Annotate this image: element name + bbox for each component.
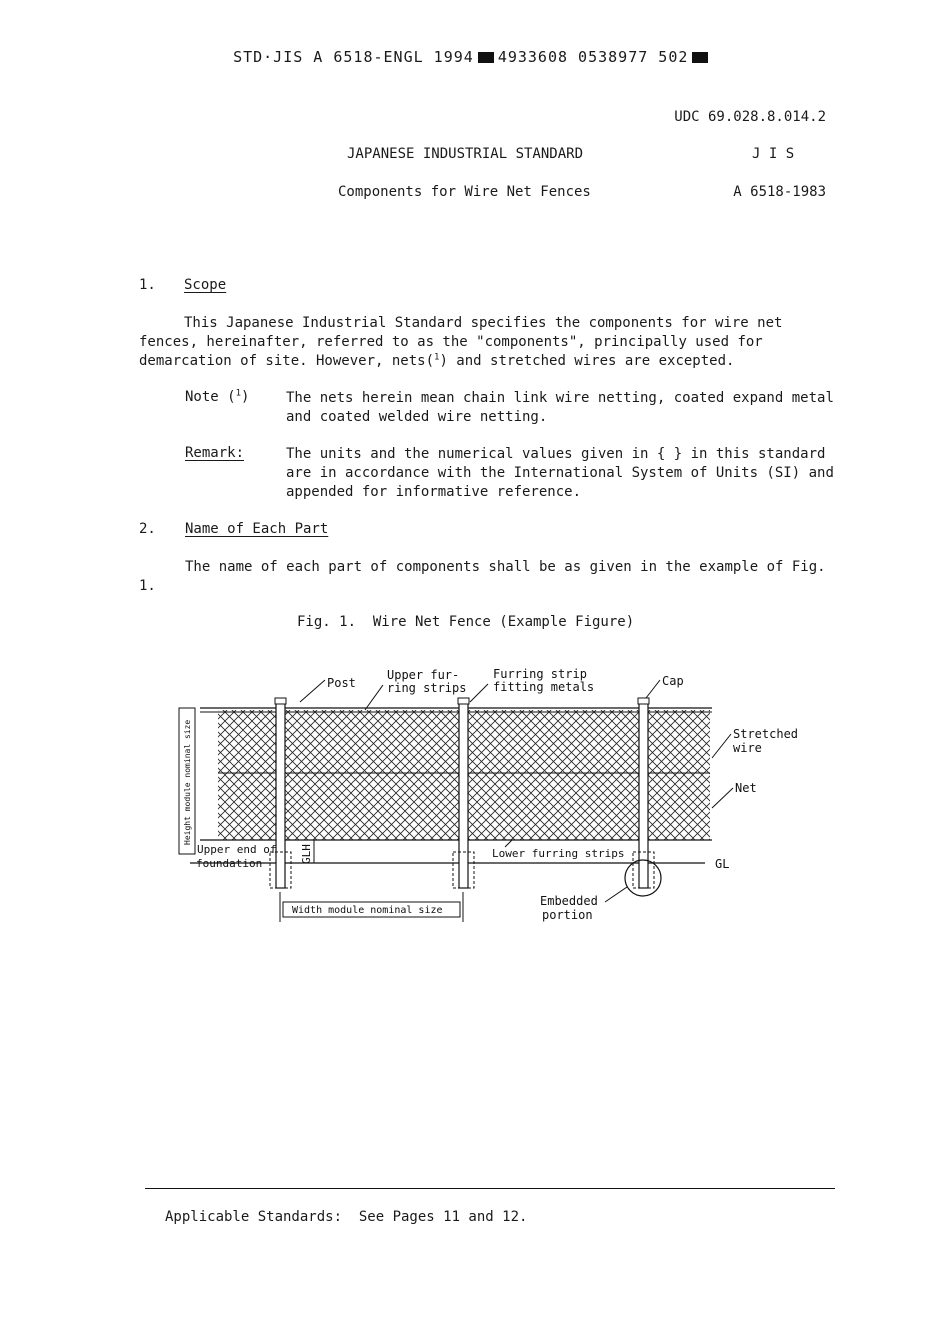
- upper-furring-label-1: Upper fur-: [387, 668, 460, 682]
- height-module-bracket: [179, 708, 195, 854]
- furring-fitting-label-1: Furring strip: [493, 667, 587, 681]
- wire-net-fence-figure: [0, 640, 950, 940]
- embedded-label-1: Embedded: [540, 894, 598, 908]
- section2-number: 2.: [139, 521, 156, 537]
- black-block-icon: [692, 52, 708, 63]
- upper-end-label-1: Upper end of: [197, 843, 277, 856]
- cap-label: Cap: [662, 674, 684, 688]
- document-title: Components for Wire Net Fences: [338, 184, 591, 200]
- width-module-bracket: [280, 892, 463, 922]
- net-label: Net: [735, 781, 757, 795]
- glh-label: GLH: [300, 844, 313, 864]
- black-block-icon: [478, 52, 494, 63]
- jis-mark: J I S: [752, 146, 795, 162]
- std-code-right: 4933608 0538977 502: [497, 48, 689, 66]
- stretched-wire-label-2: wire: [733, 741, 762, 755]
- remark-text: The units and the numerical values given in { } in this standard are in accordance with the International System of Units (SI) and appended for informative reference.: [286, 446, 834, 500]
- udc-number: UDC 69.028.8.014.2: [674, 109, 826, 125]
- upper-end-label-2: foundation: [196, 857, 263, 870]
- embedded-label-2: portion: [542, 908, 593, 922]
- width-module-label: Width module nominal size: [292, 905, 443, 916]
- section2-paragraph: The name of each part of components shall be as given in the example of Fig. 1.: [139, 559, 826, 594]
- furring-fitting-label-2: fitting metals: [493, 680, 595, 694]
- gl-label: GL: [715, 857, 730, 871]
- upper-furring-label-2: ring strips: [387, 681, 467, 695]
- document-number: A 6518-1983: [733, 184, 826, 200]
- remark-label: Remark:: [185, 445, 245, 461]
- section2-heading: Name of Each Part: [185, 521, 329, 537]
- section1-number: 1.: [139, 277, 156, 293]
- section1-paragraph: This Japanese Industrial Standard specifies the components for wire net fences, hereinafter, referred to as the "components", principally used for demarcation of site. However, nets($^1$) and stretched wires are excepted.: [139, 315, 783, 369]
- section1-heading: Scope: [184, 277, 227, 293]
- stretched-wire-label-1: Stretched: [733, 727, 799, 741]
- applicable-standards: Applicable Standards: See Pages 11 and 12.: [165, 1209, 528, 1225]
- lower-furring-label: Lower furring strips: [492, 847, 625, 860]
- std-code-line: [213, 30, 712, 66]
- note-label: Note ($^1$): [185, 388, 250, 405]
- footer-divider: [145, 1188, 835, 1189]
- standard-title: JAPANESE INDUSTRIAL STANDARD: [347, 146, 584, 162]
- note-text: The nets herein mean chain link wire netting, coated expand metal and coated welded wire netting.: [286, 390, 834, 425]
- height-module-label: Height module nominal size: [183, 719, 192, 845]
- std-code-left: STD·JIS A 6518-ENGL 1994: [233, 48, 474, 66]
- post-label: Post: [327, 676, 356, 690]
- figure-caption: Fig. 1. Wire Net Fence (Example Figure): [297, 614, 635, 630]
